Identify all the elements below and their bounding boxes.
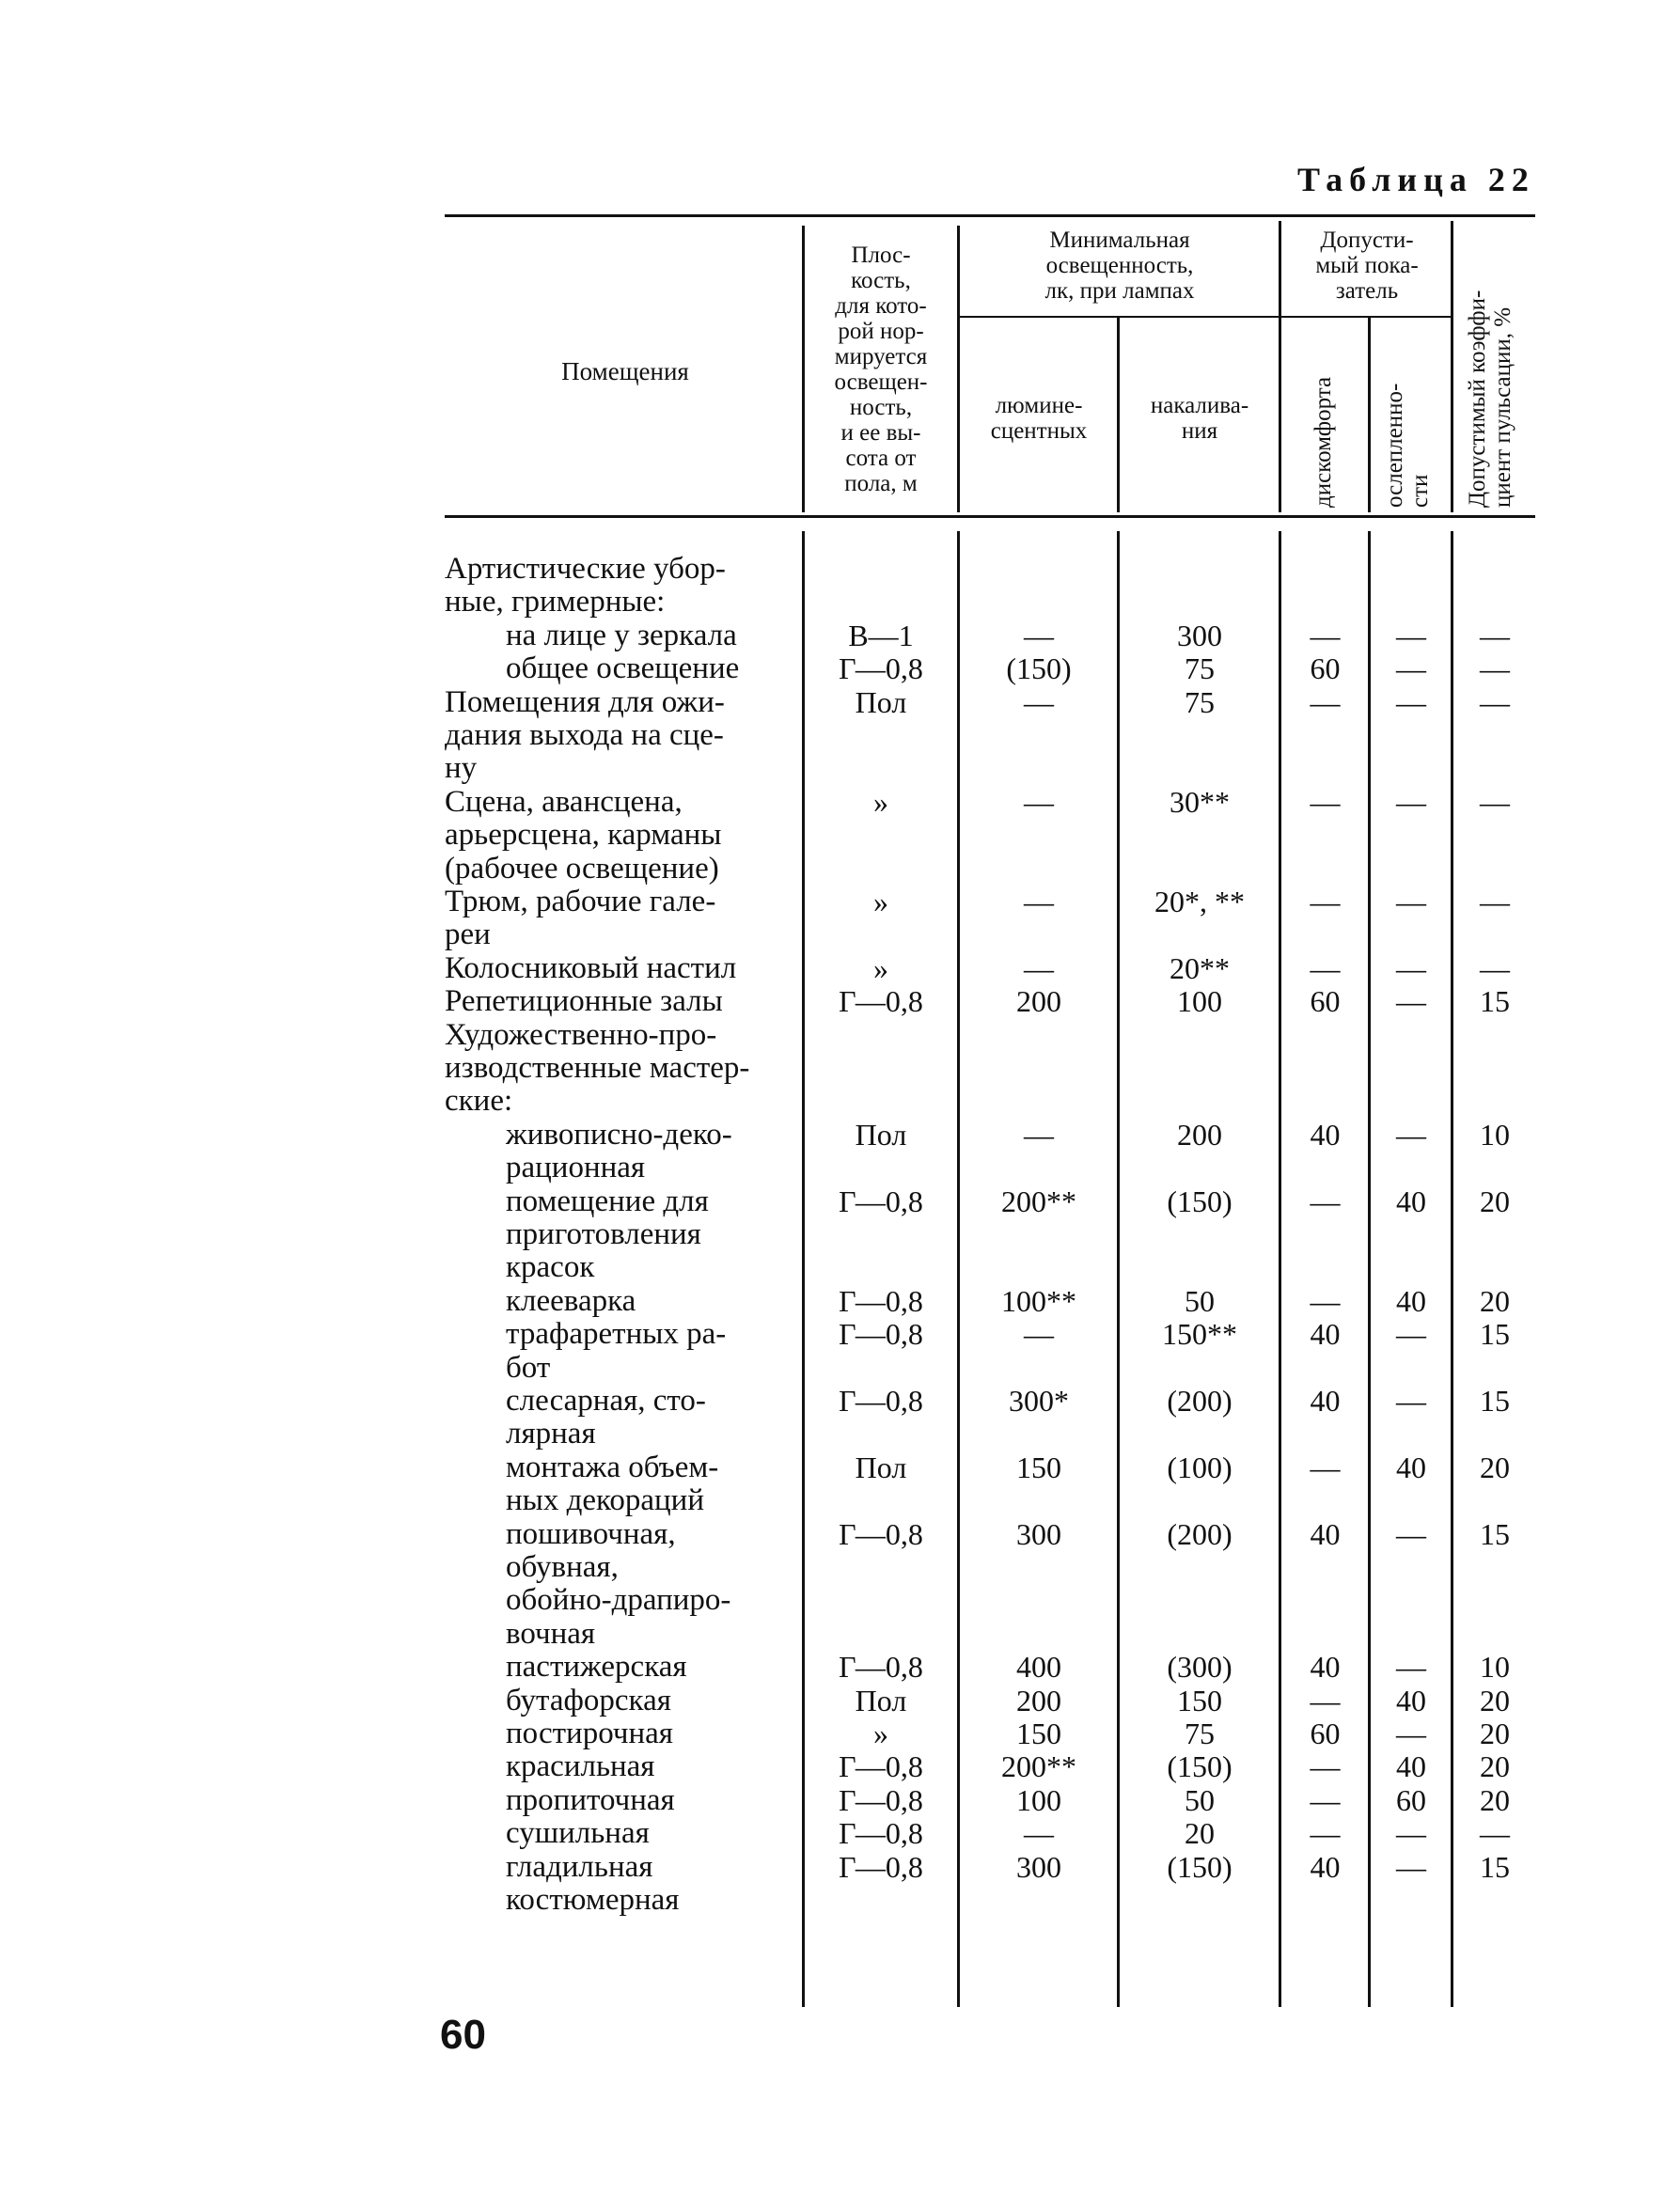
cell-pulsation: — (1480, 784, 1510, 819)
cell-pulsation: — (1480, 618, 1510, 652)
cell-glare: — (1396, 885, 1426, 918)
cell-plane: Пол (855, 1450, 907, 1484)
header-min-illumination (961, 227, 1279, 304)
cell-incandescent: 75 (1185, 651, 1215, 686)
cell-discomfort: 40 (1310, 1650, 1341, 1685)
header-illum-line: освещенность, (1045, 253, 1194, 278)
cell-pulsation: 20 (1480, 1184, 1510, 1218)
cell-plane: Г—0,8 (839, 1849, 923, 1884)
cell-pulsation: 20 (1480, 1283, 1510, 1318)
room-label: лярная (506, 1417, 596, 1451)
room-label: Колосниковый настил (445, 950, 737, 985)
room-label: приготовления (506, 1217, 701, 1251)
header-plane-line: ность, (849, 395, 913, 420)
room-label: Репетиционные залы (445, 984, 723, 1019)
header-plane-line: освещен- (834, 369, 928, 395)
cell-luminescent: 200 (1016, 984, 1061, 1019)
cell-discomfort: 40 (1310, 1849, 1341, 1884)
cell-luminescent: 150 (1016, 1450, 1061, 1484)
cell-luminescent: — (1024, 618, 1054, 652)
header-pulsation-line: циент пульсации, % (1490, 306, 1515, 508)
cell-glare: 40 (1396, 1749, 1426, 1784)
header-pulsation (1465, 290, 1515, 508)
room-label: реи (445, 917, 491, 952)
cell-luminescent: — (1024, 950, 1054, 985)
cell-incandescent: 100 (1177, 984, 1222, 1019)
cell-plane: Г—0,8 (839, 1317, 923, 1352)
cell-plane: В—1 (848, 618, 914, 652)
cell-luminescent: 150 (1016, 1717, 1061, 1750)
cell-pulsation: 15 (1480, 1317, 1510, 1352)
room-label: дания выхода на сце- (445, 718, 724, 752)
cell-discomfort: — (1310, 1749, 1341, 1784)
cell-luminescent: 300 (1016, 1849, 1061, 1884)
cell-plane: » (873, 784, 888, 819)
room-label: живописно-деко- (506, 1117, 732, 1152)
header-pulsation-line: Допустимый коэффи- (1465, 290, 1490, 508)
header-illum-line: лк, при лампах (1044, 278, 1195, 304)
cell-luminescent: 200** (1001, 1184, 1076, 1218)
room-label: сушильная (506, 1816, 650, 1851)
cell-luminescent: — (1024, 684, 1054, 719)
cell-luminescent: — (1024, 1317, 1054, 1352)
col-divider (1279, 531, 1281, 2007)
cell-luminescent: — (1024, 784, 1054, 819)
header-illum-line: Минимальная (1049, 227, 1190, 253)
room-label: Художественно-про- (445, 1017, 717, 1052)
cell-discomfort: 40 (1310, 1117, 1341, 1152)
cell-luminescent: 300* (1009, 1384, 1069, 1418)
header-subrule-illum (959, 316, 1281, 318)
cell-glare: — (1396, 1384, 1426, 1418)
room-label: помещение для (506, 1184, 709, 1218)
room-label: общее освещение (506, 651, 740, 686)
room-label: ных декораций (506, 1483, 705, 1518)
room-label: арьерсцена, карманы (445, 818, 722, 853)
cell-discomfort: — (1310, 1283, 1341, 1318)
cell-glare: 40 (1396, 1283, 1426, 1318)
cell-luminescent: 100** (1001, 1283, 1076, 1318)
room-label: клееварка (506, 1283, 636, 1318)
cell-discomfort: — (1310, 784, 1341, 819)
cell-pulsation: — (1480, 651, 1510, 686)
header-glare-line: сти (1407, 474, 1433, 508)
header-bottom-rule (445, 515, 1535, 518)
header-indicator-line: Допусти- (1320, 227, 1414, 253)
cell-pulsation: 15 (1480, 1849, 1510, 1884)
cell-glare: 40 (1396, 1450, 1426, 1484)
cell-glare: — (1396, 1849, 1426, 1884)
cell-plane: Г—0,8 (839, 651, 923, 686)
cell-incandescent: (200) (1167, 1516, 1233, 1551)
room-label: Сцена, авансцена, (445, 784, 683, 819)
header-glare (1382, 384, 1433, 508)
cell-pulsation: — (1480, 1816, 1510, 1851)
cell-luminescent: — (1024, 1816, 1054, 1851)
cell-glare: — (1396, 1717, 1426, 1750)
cell-incandescent: 75 (1185, 684, 1215, 719)
cell-discomfort: 40 (1310, 1516, 1341, 1551)
room-label: слесарная, сто- (506, 1384, 706, 1418)
page-number: 60 (440, 2012, 486, 2058)
cell-plane: Г—0,8 (839, 1650, 923, 1685)
col-divider (1368, 318, 1371, 512)
header-glare-line: ослепленно- (1382, 383, 1407, 508)
cell-plane: Г—0,8 (839, 1782, 923, 1817)
cell-incandescent: (150) (1167, 1749, 1233, 1784)
cell-incandescent: 150 (1177, 1683, 1222, 1717)
header-plane-line: и ее вы- (840, 420, 921, 446)
cell-plane: » (873, 1717, 888, 1750)
cell-incandescent: 20** (1170, 950, 1230, 985)
col-divider (802, 531, 805, 2007)
room-label: ну (445, 751, 478, 786)
room-label: костюмерная (506, 1883, 680, 1917)
cell-pulsation: 20 (1480, 1450, 1510, 1484)
col-divider (1117, 318, 1120, 512)
cell-glare: — (1396, 1117, 1426, 1152)
room-label: (рабочее освещение) (445, 851, 719, 886)
cell-pulsation: — (1480, 950, 1510, 985)
cell-discomfort: 60 (1310, 984, 1341, 1019)
cell-luminescent: 100 (1016, 1782, 1061, 1817)
cell-pulsation: — (1480, 885, 1510, 918)
table-caption: Таблица 22 (1297, 161, 1535, 198)
table-top-rule (445, 214, 1535, 217)
room-label: на лице у зеркала (506, 618, 737, 652)
header-inc-line: ния (1181, 418, 1218, 444)
cell-discomfort: — (1310, 1683, 1341, 1717)
cell-pulsation: 20 (1480, 1782, 1510, 1817)
cell-glare: — (1396, 984, 1426, 1019)
cell-incandescent: 50 (1185, 1782, 1215, 1817)
cell-discomfort: 60 (1310, 651, 1341, 686)
cell-incandescent: (200) (1167, 1384, 1233, 1418)
cell-plane: Г—0,8 (839, 1749, 923, 1784)
cell-plane: Г—0,8 (839, 1816, 923, 1851)
cell-glare: 60 (1396, 1782, 1426, 1817)
header-plane-line: Плос- (851, 243, 911, 268)
cell-glare: — (1396, 950, 1426, 985)
cell-plane: Пол (855, 1683, 907, 1717)
cell-plane: Пол (855, 1117, 907, 1152)
col-divider (1279, 221, 1281, 512)
cell-luminescent: 200** (1001, 1749, 1076, 1784)
cell-pulsation: 10 (1480, 1117, 1510, 1152)
header-indicator-line: затель (1335, 278, 1399, 304)
cell-discomfort: — (1310, 618, 1341, 652)
room-label: обойно-драпиро- (506, 1583, 731, 1618)
cell-discomfort: 60 (1310, 1717, 1341, 1750)
cell-discomfort: — (1310, 1816, 1341, 1851)
room-label: Трюм, рабочие гале- (445, 885, 716, 918)
header-plane-line: мируется (834, 344, 928, 369)
header-plane-line: для кото- (835, 293, 927, 319)
cell-plane: Г—0,8 (839, 984, 923, 1019)
cell-pulsation: 20 (1480, 1717, 1510, 1750)
cell-pulsation: 10 (1480, 1650, 1510, 1685)
col-divider (1368, 531, 1371, 2007)
room-label: Артистические убор- (445, 552, 726, 586)
room-label: ские: (445, 1084, 513, 1119)
cell-incandescent: (100) (1167, 1450, 1233, 1484)
cell-glare: — (1396, 618, 1426, 652)
header-plane-line: кость, (851, 268, 911, 293)
cell-pulsation: 15 (1480, 1516, 1510, 1551)
room-label: пропиточная (506, 1782, 675, 1817)
cell-incandescent: 30** (1170, 784, 1230, 819)
header-incandescent (1121, 393, 1279, 444)
cell-incandescent: (150) (1167, 1849, 1233, 1884)
col-divider (1451, 531, 1453, 2007)
room-label: трафаретных ра- (506, 1317, 727, 1352)
cell-incandescent: 20 (1185, 1816, 1215, 1851)
cell-luminescent: — (1024, 1117, 1054, 1152)
cell-glare: 40 (1396, 1184, 1426, 1218)
room-label: изводственные мастер- (445, 1051, 750, 1085)
cell-plane: Г—0,8 (839, 1184, 923, 1218)
cell-pulsation: — (1480, 684, 1510, 719)
room-label: обувная, (506, 1550, 619, 1584)
cell-glare: — (1396, 1816, 1426, 1851)
cell-glare: — (1396, 684, 1426, 719)
header-subrule-indicator (1281, 316, 1451, 318)
cell-incandescent: 75 (1185, 1717, 1215, 1750)
room-label: постирочная (506, 1717, 673, 1750)
cell-discomfort: — (1310, 1450, 1341, 1484)
cell-discomfort: — (1310, 1184, 1341, 1218)
room-label: красильная (506, 1749, 655, 1784)
cell-discomfort: — (1310, 684, 1341, 719)
cell-glare: — (1396, 1516, 1426, 1551)
cell-discomfort: — (1310, 950, 1341, 985)
cell-plane: Пол (855, 684, 907, 719)
room-label: ные, гримерные: (445, 585, 666, 619)
col-divider (1117, 531, 1120, 2007)
header-indicator (1282, 227, 1452, 304)
header-rooms: Помещения (561, 357, 689, 385)
header-discomfort: дискомфорта (1311, 376, 1336, 508)
cell-discomfort: — (1310, 885, 1341, 918)
cell-plane: » (873, 885, 888, 918)
room-label: монтажа объем- (506, 1450, 719, 1484)
cell-glare: — (1396, 1650, 1426, 1685)
cell-luminescent: (150) (1006, 651, 1072, 686)
room-label: бутафорская (506, 1683, 671, 1717)
room-label: Помещения для ожи- (445, 684, 725, 719)
col-divider (802, 226, 805, 512)
cell-glare: — (1396, 784, 1426, 819)
col-divider (957, 226, 960, 512)
cell-luminescent: 300 (1016, 1516, 1061, 1551)
cell-pulsation: 15 (1480, 1384, 1510, 1418)
cell-luminescent: — (1024, 885, 1054, 918)
header-plane-line: сота от (845, 446, 917, 471)
header-inc-line: накалива- (1150, 393, 1249, 418)
cell-pulsation: 15 (1480, 984, 1510, 1019)
cell-discomfort: 40 (1310, 1384, 1341, 1418)
cell-pulsation: 20 (1480, 1749, 1510, 1784)
room-label: красок (506, 1250, 595, 1285)
cell-incandescent: 300 (1177, 618, 1222, 652)
header-plane-line: пола, м (844, 471, 918, 496)
cell-glare: — (1396, 1317, 1426, 1352)
cell-incandescent: 200 (1177, 1117, 1222, 1152)
cell-luminescent: 400 (1016, 1650, 1061, 1685)
room-label: пастижерская (506, 1650, 687, 1685)
cell-discomfort: 40 (1310, 1317, 1341, 1352)
room-label: гладильная (506, 1849, 653, 1884)
header-indicator-line: мый пока- (1315, 253, 1419, 278)
col-divider (957, 531, 960, 2007)
header-plane (807, 243, 955, 496)
cell-incandescent: (150) (1167, 1184, 1233, 1218)
room-label: бот (506, 1350, 551, 1385)
header-lum-line: люмине- (995, 393, 1083, 418)
cell-plane: Г—0,8 (839, 1516, 923, 1551)
cell-plane: Г—0,8 (839, 1384, 923, 1418)
cell-discomfort: — (1310, 1782, 1341, 1817)
header-luminescent (961, 393, 1117, 444)
cell-incandescent: 50 (1185, 1283, 1215, 1318)
cell-plane: » (873, 950, 888, 985)
cell-glare: — (1396, 651, 1426, 686)
cell-luminescent: 200 (1016, 1683, 1061, 1717)
room-label: пошивочная, (506, 1516, 676, 1551)
room-label: рационная (506, 1151, 646, 1185)
header-lum-line: сцентных (990, 418, 1088, 444)
cell-plane: Г—0,8 (839, 1283, 923, 1318)
cell-incandescent: (300) (1167, 1650, 1233, 1685)
cell-pulsation: 20 (1480, 1683, 1510, 1717)
room-label: вочная (506, 1616, 596, 1651)
cell-incandescent: 150** (1162, 1317, 1237, 1352)
header-plane-line: рой нор- (838, 319, 924, 344)
cell-incandescent: 20*, ** (1154, 885, 1245, 918)
cell-glare: 40 (1396, 1683, 1426, 1717)
